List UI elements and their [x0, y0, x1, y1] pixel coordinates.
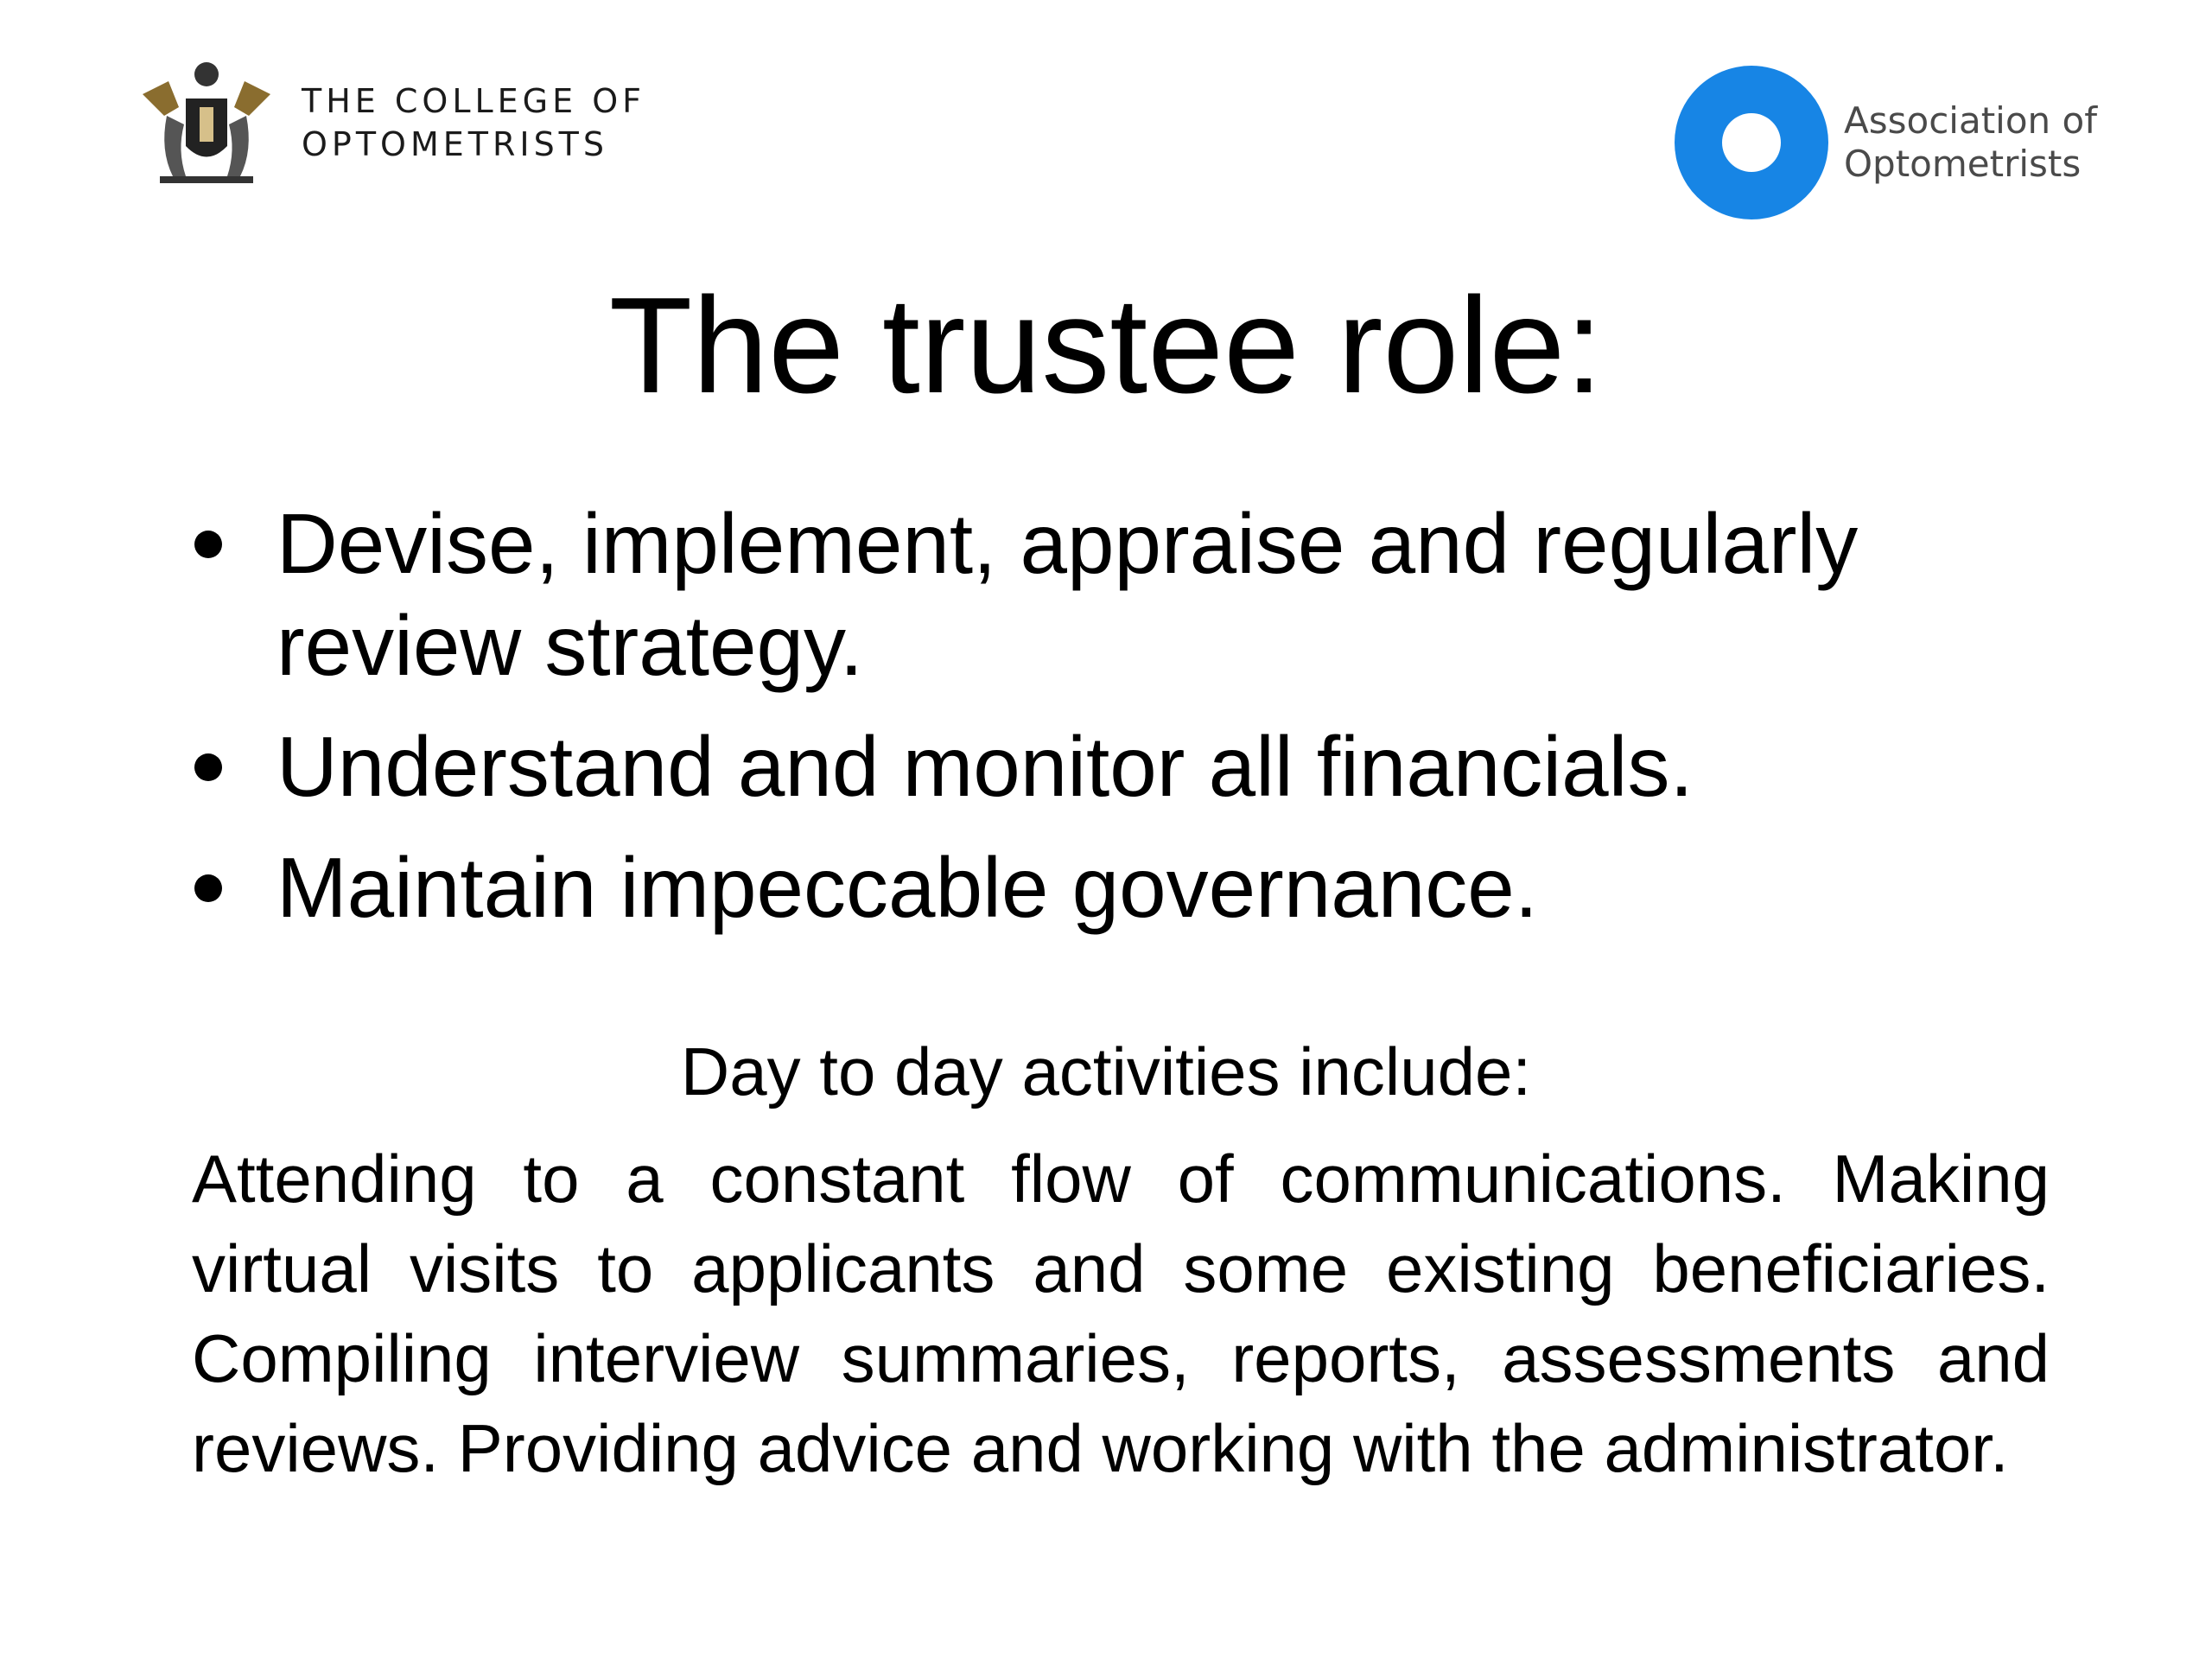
bullet-item	[186, 836, 2069, 938]
bullet-text: Understand and monitor all financials.	[276, 719, 1694, 814]
association-name-line2: Optometrists	[1844, 143, 2082, 185]
ring-icon	[1675, 66, 1828, 219]
activities-heading: Day to day activities include:	[680, 1033, 1532, 1109]
slide-title: The trustee role:	[608, 270, 1604, 422]
association-name-line1: Association of	[1844, 99, 2097, 142]
bullet-list	[186, 493, 2069, 957]
crest-icon	[134, 55, 279, 190]
association-logo	[1675, 66, 2097, 219]
bullet-item	[186, 715, 2069, 817]
college-logo	[134, 55, 645, 190]
college-name-line1: THE COLLEGE OF	[302, 82, 645, 120]
bullet-text: Devise, implement, appraise and regularly review strategy.	[276, 496, 1859, 693]
activities-paragraph: Attending to a constant flow of communications. Making virtual visits to applicants and some existing beneficiaries. Compiling interview summaries, reports, assessments and reviews. Providing advice and working with the administrator.	[192, 1141, 2050, 1486]
bullet-text: Maintain impeccable governance.	[276, 840, 1538, 935]
bullet-item	[186, 493, 2069, 696]
bullet-icon	[194, 874, 222, 902]
bullet-icon	[194, 753, 222, 781]
bullet-icon	[194, 531, 222, 558]
college-name-line2: OPTOMETRISTS	[302, 125, 609, 163]
